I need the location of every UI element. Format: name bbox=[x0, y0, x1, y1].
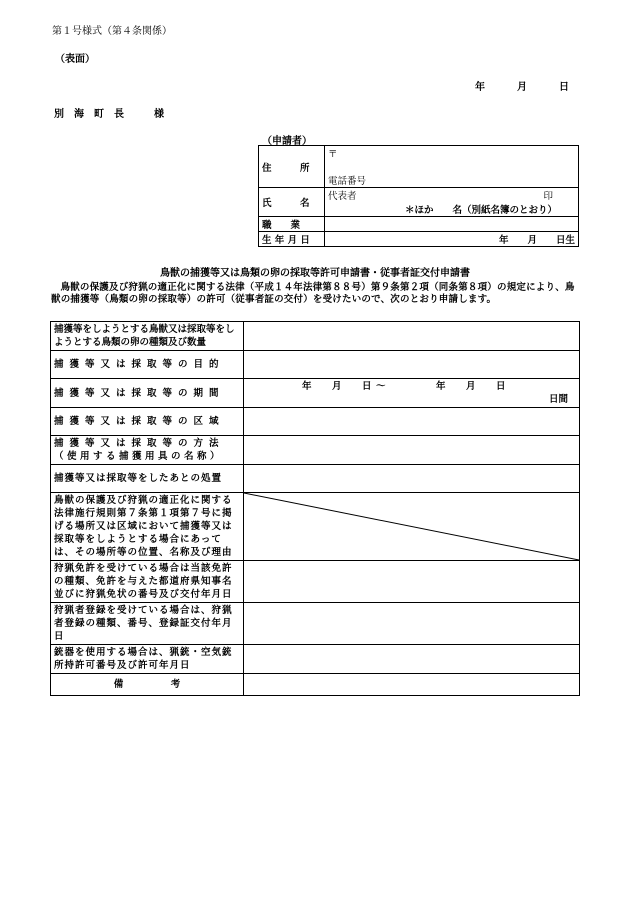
applicant-table bbox=[258, 145, 579, 247]
date-year: 年 bbox=[475, 82, 485, 93]
period-field[interactable]: 年 月 日 ～ 年 月 日 日間 bbox=[244, 379, 580, 408]
application-table bbox=[50, 321, 580, 696]
address-label: 住 所 bbox=[259, 146, 325, 188]
birthdate-field[interactable] bbox=[325, 232, 579, 247]
species-label: 捕獲等をしようとする鳥獣又は採取等をしようとする鳥類の卵の種類及び数量 bbox=[51, 322, 244, 351]
phone-label: 電話番号 bbox=[328, 176, 367, 187]
area-field[interactable] bbox=[244, 408, 580, 436]
method-field[interactable] bbox=[244, 436, 580, 465]
seal-mark: 印 bbox=[543, 191, 553, 202]
address-field[interactable] bbox=[325, 146, 579, 188]
date-day: 日 bbox=[559, 82, 569, 93]
postal-mark: 〒 bbox=[328, 149, 338, 160]
method-label: 捕獲等又は採取等の方法 （使用する捕獲用具の名称） bbox=[51, 436, 244, 465]
representative-label: 代表者 bbox=[328, 191, 357, 202]
form-number: 第１号様式（第４条関係） bbox=[52, 26, 172, 37]
birthdate-label: 生 年 月 日 bbox=[259, 232, 325, 247]
firearm-field[interactable] bbox=[244, 645, 580, 674]
purpose-field[interactable] bbox=[244, 351, 580, 379]
addressee: 別 海 町 長 様 bbox=[54, 109, 164, 120]
remarks-label: 備 考 bbox=[51, 674, 244, 696]
front-side-label: （表面） bbox=[55, 54, 95, 65]
date-month: 月 bbox=[517, 82, 527, 93]
application-date bbox=[475, 78, 569, 93]
hunting-license-field[interactable] bbox=[244, 561, 580, 603]
others-note: ＊ほか 名（別紙名簿のとおり） bbox=[405, 205, 558, 216]
occupation-field[interactable] bbox=[325, 217, 579, 232]
special-place-label: 鳥獣の保護及び狩猟の適正化に関する法律施行規則第７条第１項第７号に掲げる場所又は区域において捕獲等又は採取等をしようとする場合にあっては、その場所等の位置、名称及び理由 bbox=[51, 493, 244, 561]
document-title: 鳥獣の捕獲等又は鳥類の卵の採取等許可申請書・従事者証交付申請書 bbox=[160, 268, 470, 279]
birthdate-value: 年 月 日生 bbox=[498, 235, 575, 246]
period-label: 捕獲等又は採取等の期間 bbox=[51, 379, 244, 408]
name-label: 氏 名 bbox=[259, 188, 325, 217]
firearm-label: 銃器を使用する場合は、猟銃・空気銃所持許可番号及び許可年月日 bbox=[51, 645, 244, 674]
intro-text: 鳥獣の保護及び狩猟の適正化に関する法律（平成１４年法律第８８号）第９条第２項（同条第８項）の規定により、鳥獣の捕獲等（鳥類の卵の採取等）の許可（従事者証の交付）を受けたいので、次のとおり申請します。 bbox=[51, 282, 575, 305]
hunter-registration-field[interactable] bbox=[244, 603, 580, 645]
remarks-field[interactable] bbox=[244, 674, 580, 696]
disposal-label: 捕獲等又は採取等をしたあとの処置 bbox=[51, 465, 244, 493]
applicant-title: （申請者） bbox=[262, 136, 312, 147]
purpose-label: 捕獲等又は採取等の目的 bbox=[51, 351, 244, 379]
disposal-field[interactable] bbox=[244, 465, 580, 493]
occupation-label: 職 業 bbox=[259, 217, 325, 232]
species-field[interactable] bbox=[244, 322, 580, 351]
hunting-license-label: 狩猟免許を受けている場合は当該免許の種類、免許を与えた都道府県知事名並びに狩猟免状の番号及び交付年月日 bbox=[51, 561, 244, 603]
name-field[interactable] bbox=[325, 188, 579, 217]
area-label: 捕獲等又は採取等の区域 bbox=[51, 408, 244, 436]
diagonal-strike bbox=[244, 493, 579, 560]
special-place-field bbox=[244, 493, 580, 561]
hunter-registration-label: 狩猟者登録を受けている場合は、狩猟者登録の種類、番号、登録証交付年月日 bbox=[51, 603, 244, 645]
